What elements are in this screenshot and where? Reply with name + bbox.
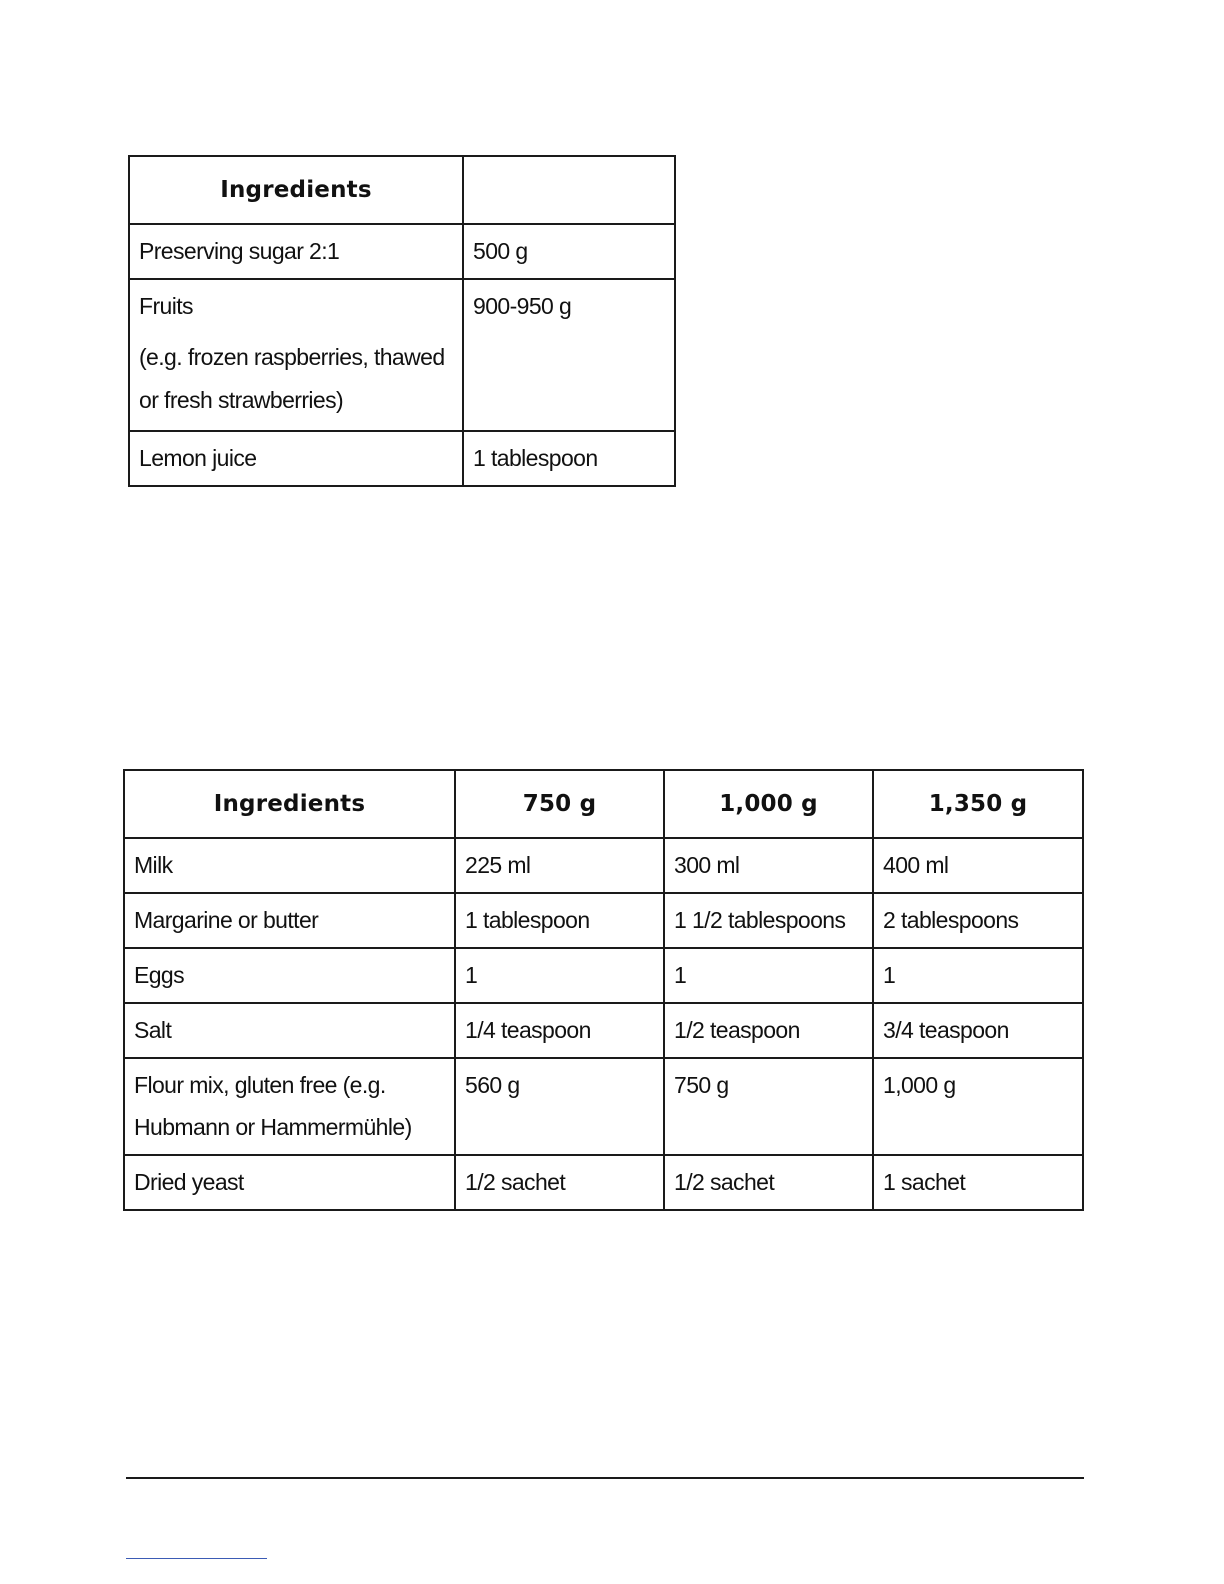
ingredient-amount: 900-950 g bbox=[463, 279, 675, 431]
header-750g: 750 g bbox=[455, 770, 664, 838]
header-1000g: 1,000 g bbox=[664, 770, 873, 838]
bread-ingredients-table bbox=[123, 769, 1084, 1211]
amount-750g: 1 bbox=[455, 948, 664, 1003]
ingredient-amount: 500 g bbox=[463, 224, 675, 279]
ingredient-name: Lemon juice bbox=[129, 431, 463, 486]
amount-1350g: 1 sachet bbox=[873, 1155, 1083, 1210]
amount-750g: 1/4 teaspoon bbox=[455, 1003, 664, 1058]
header-ingredients: Ingredients bbox=[129, 156, 463, 224]
ingredient-cell bbox=[124, 1058, 455, 1155]
table-row bbox=[124, 1058, 1083, 1155]
ingredient-name: Salt bbox=[124, 1003, 455, 1058]
ingredient-cell bbox=[129, 279, 463, 431]
amount-750g: 1 tablespoon bbox=[455, 893, 664, 948]
table-row bbox=[129, 224, 675, 279]
amount-1350g: 1 bbox=[873, 948, 1083, 1003]
amount-750g: 1/2 sachet bbox=[455, 1155, 664, 1210]
header-ingredients: Ingredients bbox=[124, 770, 455, 838]
table-row bbox=[124, 893, 1083, 948]
table-row bbox=[124, 1003, 1083, 1058]
amount-1000g: 1 bbox=[664, 948, 873, 1003]
ingredient-name: Margarine or butter bbox=[124, 893, 455, 948]
header-1350g: 1,350 g bbox=[873, 770, 1083, 838]
table-row bbox=[124, 948, 1083, 1003]
amount-1350g: 1,000 g bbox=[873, 1058, 1083, 1155]
amount-1350g: 3/4 teaspoon bbox=[873, 1003, 1083, 1058]
table-header-row bbox=[129, 156, 675, 224]
jam-ingredients-table bbox=[128, 155, 676, 487]
footer-divider bbox=[126, 1477, 1084, 1479]
amount-1350g: 400 ml bbox=[873, 838, 1083, 893]
ingredient-note: (e.g. frozen raspberries, thawed or fresh strawberries) bbox=[139, 344, 445, 413]
amount-1000g: 300 ml bbox=[664, 838, 873, 893]
ingredient-name: Milk bbox=[124, 838, 455, 893]
amount-1000g: 1/2 teaspoon bbox=[664, 1003, 873, 1058]
ingredient-name: Eggs bbox=[124, 948, 455, 1003]
table-header-row bbox=[124, 770, 1083, 838]
table-row bbox=[129, 279, 675, 431]
amount-1350g: 2 tablespoons bbox=[873, 893, 1083, 948]
ingredient-name: Flour mix, gluten free (e.g. Hubmann or Hammermühle) bbox=[134, 1072, 412, 1140]
header-amount bbox=[463, 156, 675, 224]
amount-750g: 225 ml bbox=[455, 838, 664, 893]
ingredient-name: Preserving sugar 2:1 bbox=[129, 224, 463, 279]
footnote-separator bbox=[126, 1558, 267, 1559]
ingredient-amount: 1 tablespoon bbox=[463, 431, 675, 486]
amount-1000g: 1 1/2 tablespoons bbox=[664, 893, 873, 948]
amount-750g: 560 g bbox=[455, 1058, 664, 1155]
table-row bbox=[124, 838, 1083, 893]
ingredient-name: Fruits bbox=[139, 293, 193, 319]
amount-1000g: 750 g bbox=[664, 1058, 873, 1155]
table-row bbox=[124, 1155, 1083, 1210]
ingredient-name: Dried yeast bbox=[124, 1155, 455, 1210]
table-row bbox=[129, 431, 675, 486]
amount-1000g: 1/2 sachet bbox=[664, 1155, 873, 1210]
